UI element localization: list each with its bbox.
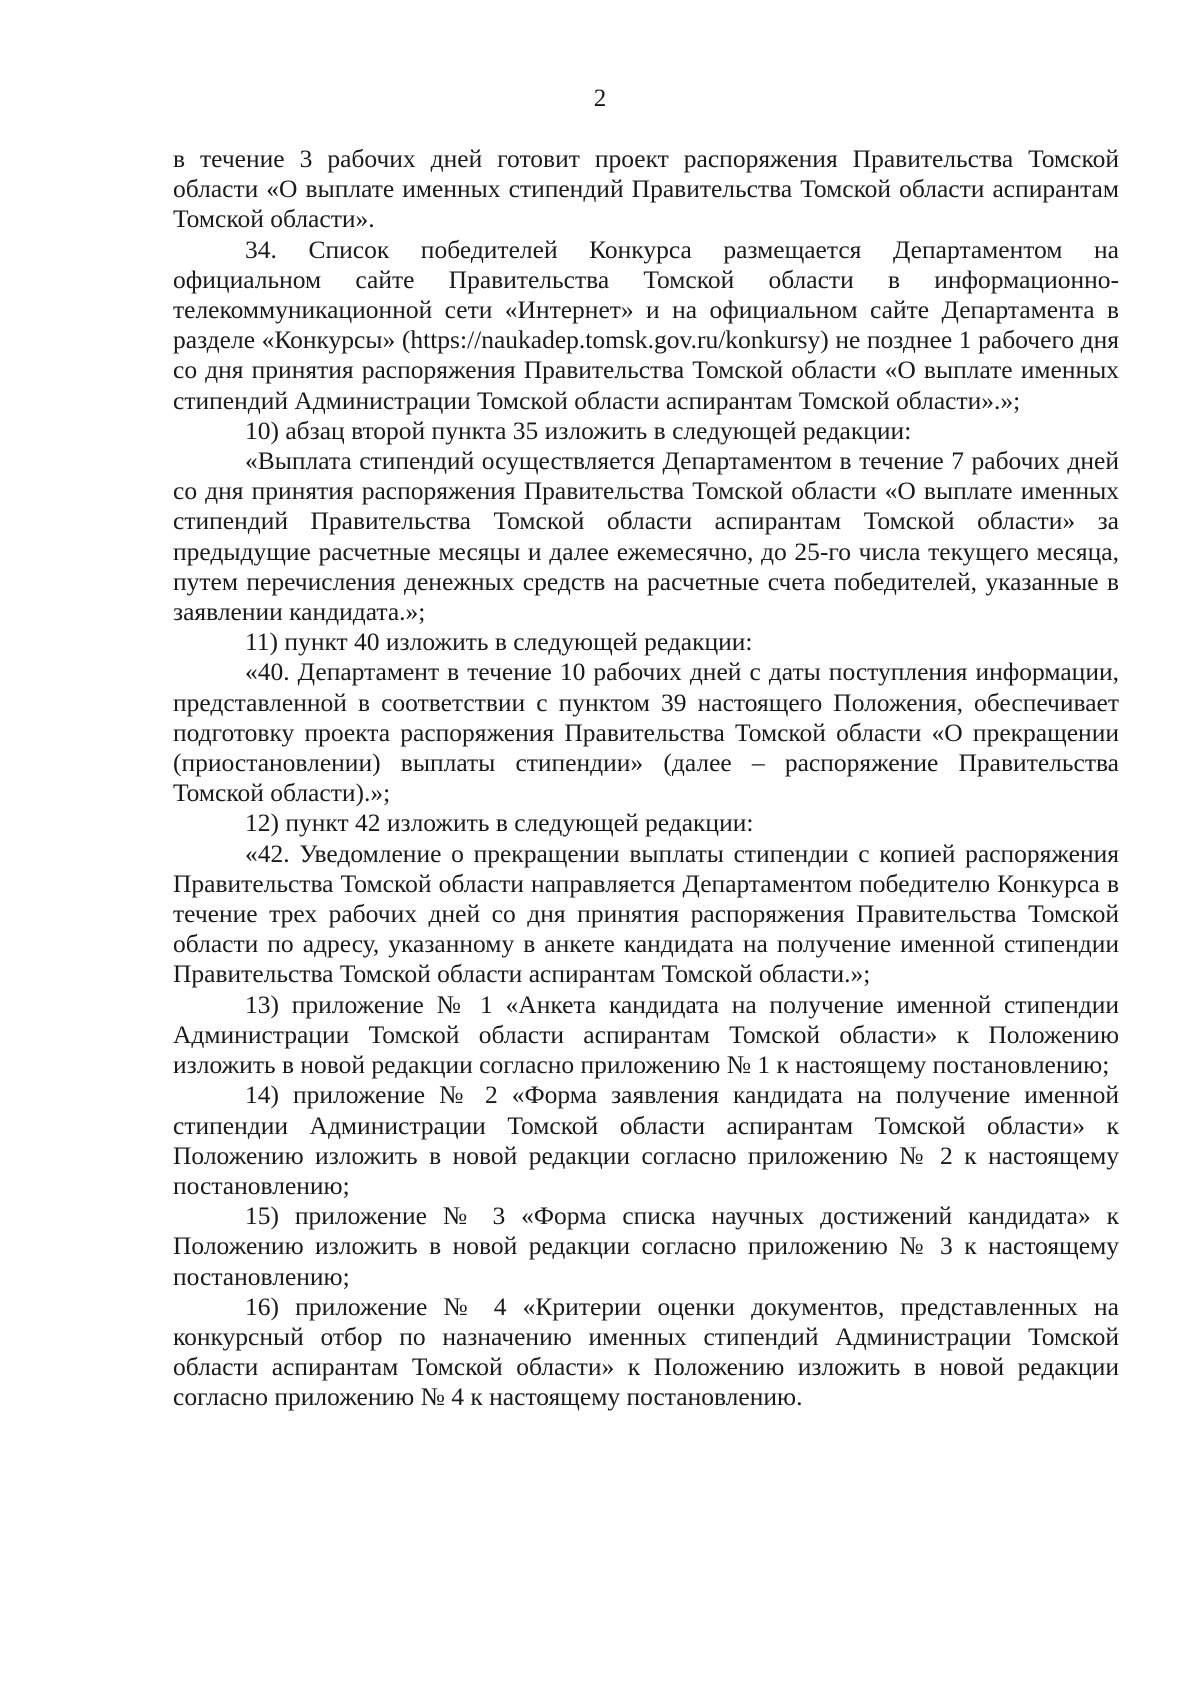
page-number: 2 xyxy=(593,85,607,112)
paragraph-amendment-16: 16) приложение № 4 «Критерии оценки документов, представленных на конкурсный отбор по назначению именных стипендий Администрации Томской области аспирантам Томской области» к Положению изложить в новой редакции согласно приложению № 4 к настоящему постановлению. xyxy=(173,1291,1119,1412)
paragraph-amendment-15: 15) приложение № 3 «Форма списка научных достижений кандидата» к Положению изложить в новой редакции согласно приложению № 3 к настоящему постановлению; xyxy=(173,1201,1119,1291)
document-body xyxy=(173,144,1119,1413)
paragraph-amendment-14: 14) приложение № 2 «Форма заявления кандидата на получение именной стипендии Администрации Томской области аспирантам Томской области» к Положению изложить в новой редакции согласно приложению № 2 к настоящему постановлению; xyxy=(173,1080,1119,1200)
paragraph-amendment-11: 11) пункт 40 изложить в следующей редакции: xyxy=(245,627,753,657)
paragraph-item-34: 34. Список победителей Конкурса размещается Департаментом на официальном сайте Правительства Томской области в информационно-телекоммуникационной сети «Интернет» и на официальном сайте Департамента в разделе «Конкурсы» (https://naukadep.tomsk.gov.ru/konkursy) не позднее 1 рабочего дня со дня принятия распоряжения Правительства Томской области «О выплате именных стипендий Администрации Томской области аспирантам Томской области».»; xyxy=(173,234,1119,415)
paragraph-quote-40: «40. Департамент в течение 10 рабочих дней с даты поступления информации, представленной в соответствии с пунктом 39 настоящего Положения, обеспечивает подготовку проекта распоряжения Правительства Томской области «О прекращении (приостановлении) выплаты стипендии» (далее – распоряжение Правительства Томской области).»; xyxy=(173,657,1119,808)
paragraph-amendment-13: 13) приложение № 1 «Анкета кандидата на получение именной стипендии Администрации Томской области аспирантам Томской области» к Положению изложить в новой редакции согласно приложению № 1 к настоящему постановлению; xyxy=(173,989,1119,1080)
paragraph-continuation: в течение 3 рабочих дней готовит проект распоряжения Правительства Томской области «О выплате именных стипендий Правительства Томской области аспирантам Томской области». xyxy=(173,144,1119,234)
paragraph-amendment-12: 12) пункт 42 изложить в следующей редакции: xyxy=(245,808,754,838)
paragraph-quote-42: «42. Уведомление о прекращении выплаты стипендии с копией распоряжения Правительства Томской области направляется Департаментом победителю Конкурса в течение трех рабочих дней со дня принятия распоряжения Правительства Томской области по адресу, указанному в анкете кандидата на получение именной стипендии Правительства Томской области аспирантам Томской области.»; xyxy=(173,838,1119,989)
paragraph-amendment-10: 10) абзац второй пункта 35 изложить в следующей редакции: xyxy=(245,415,912,445)
paragraph-quote-35: «Выплата стипендий осуществляется Департаментом в течение 7 рабочих дней со дня принятия распоряжения Правительства Томской области «О выплате именных стипендий Правительства Томской области аспирантам Томской области» за предыдущие расчетные месяцы и далее ежемесячно, до 25-го числа текущего месяца, путем перечисления денежных средств на расчетные счета победителей, указанные в заявлении кандидата.»; xyxy=(173,446,1119,627)
